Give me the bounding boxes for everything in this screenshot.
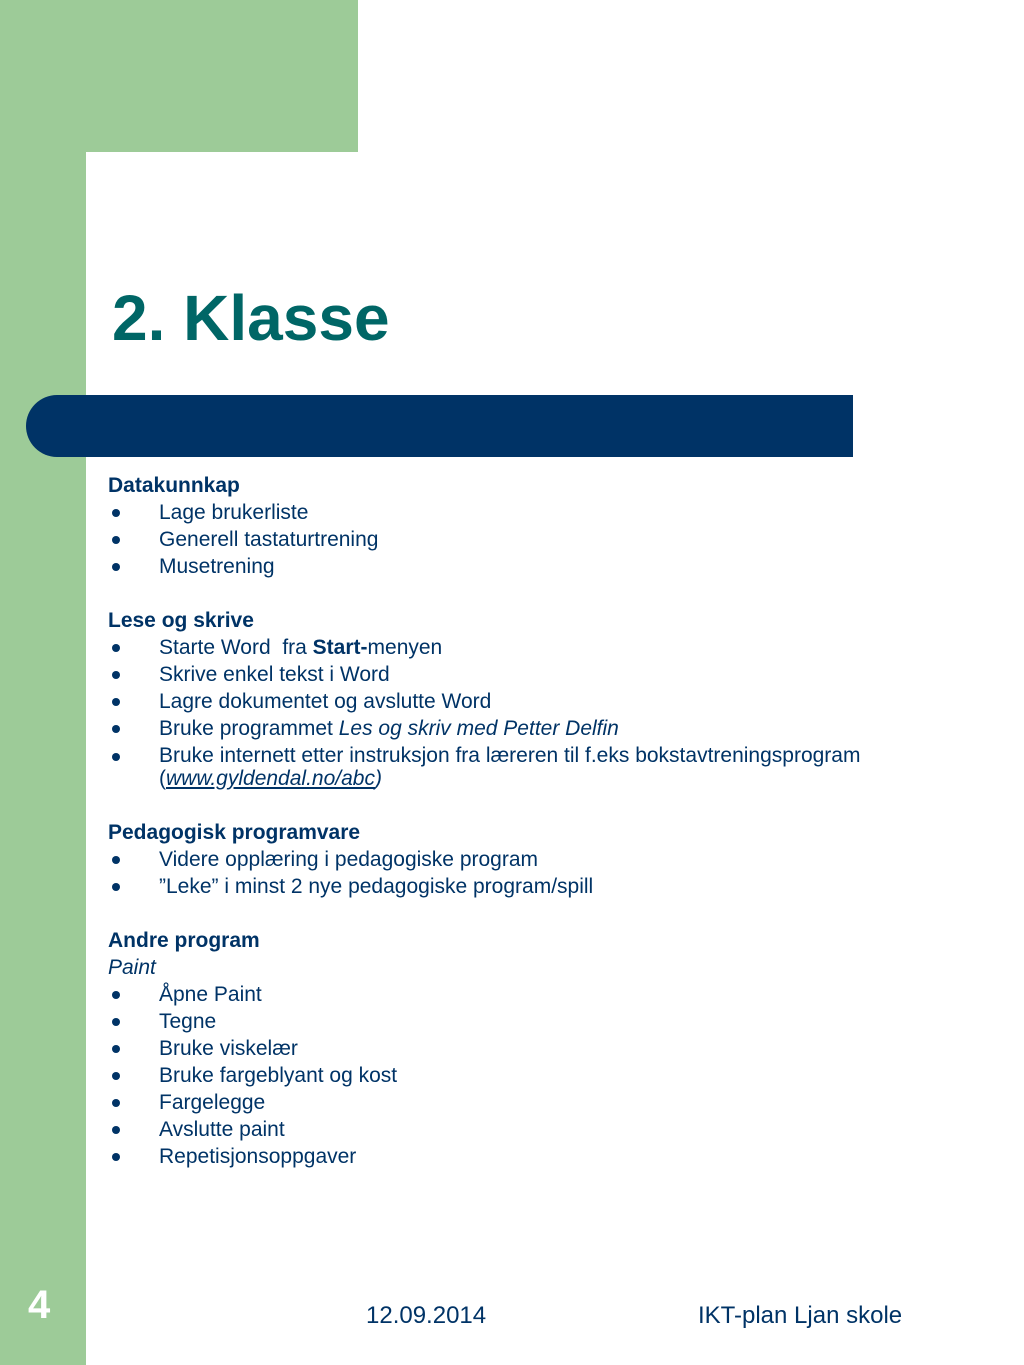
title-underline-bar: [26, 395, 853, 457]
section-lese-og-skrive: [108, 607, 968, 792]
bullet-icon: [112, 563, 120, 571]
section-heading: Pedagogisk programvare: [108, 821, 361, 844]
list-item: Bruke fargeblyant og kost: [108, 1062, 968, 1089]
bullet-list: [108, 981, 968, 1170]
list-item: Bruke internett etter instruksjon fra læreren til f.eks bokstavtreningsprogram (www.gyldendal.no/abc): [108, 742, 968, 792]
section-heading: Datakunnkap: [108, 474, 240, 497]
list-item: Lage brukerliste: [108, 499, 968, 526]
list-item: Musetrening: [108, 553, 968, 580]
list-item: Generell tastaturtrening: [108, 526, 968, 553]
list-item: Tegne: [108, 1008, 968, 1035]
list-item: Bruke programmet Les og skriv med Petter Delfin: [108, 715, 968, 742]
bullet-list: [108, 846, 968, 900]
list-item: Fargelegge: [108, 1089, 968, 1116]
section-heading: Andre program: [108, 929, 260, 952]
footer-title: IKT-plan Ljan skole: [698, 1302, 903, 1329]
bullet-icon: [112, 753, 120, 761]
bullet-icon: [112, 1099, 120, 1107]
bullet-list: [108, 499, 968, 580]
bullet-icon: [112, 1153, 120, 1161]
section-datakunnkap: [108, 472, 968, 580]
list-item: Skrive enkel tekst i Word: [108, 661, 968, 688]
list-item: Lagre dokumentet og avslutte Word: [108, 688, 968, 715]
slide-title: 2. Klasse: [112, 282, 390, 354]
list-item: Bruke viskelær: [108, 1035, 968, 1062]
section-andre-program: [108, 927, 968, 1170]
slide-number: 4: [28, 1283, 51, 1327]
list-item: Repetisjonsoppgaver: [108, 1143, 968, 1170]
slide-content: [108, 472, 968, 1197]
bullet-icon: [112, 1045, 120, 1053]
list-item: Starte Word fra Start-menyen: [108, 634, 968, 661]
bullet-icon: [112, 883, 120, 891]
bullet-icon: [112, 536, 120, 544]
list-item: Videre opplæring i pedagogiske program: [108, 846, 968, 873]
bullet-icon: [112, 698, 120, 706]
bullet-icon: [112, 671, 120, 679]
section-pedagogisk: [108, 819, 968, 900]
bullet-icon: [112, 509, 120, 517]
list-item: Avslutte paint: [108, 1116, 968, 1143]
rounded-corner-panel: [86, 152, 386, 402]
bullet-icon: [112, 644, 120, 652]
bullet-icon: [112, 725, 120, 733]
section-subheading: Paint: [108, 956, 156, 979]
bullet-icon: [112, 1126, 120, 1134]
section-heading: Lese og skrive: [108, 609, 254, 632]
bullet-icon: [112, 856, 120, 864]
bullet-list: [108, 634, 968, 792]
footer-date: 12.09.2014: [366, 1302, 487, 1329]
bullet-icon: [112, 991, 120, 999]
green-left-band: [0, 0, 86, 1365]
gyldendal-link[interactable]: www.gyldendal.no/abc: [166, 767, 375, 790]
list-item: ”Leke” i minst 2 nye pedagogiske program/spill: [108, 873, 968, 900]
bullet-icon: [112, 1072, 120, 1080]
list-item: Åpne Paint: [108, 981, 968, 1008]
bullet-icon: [112, 1018, 120, 1026]
